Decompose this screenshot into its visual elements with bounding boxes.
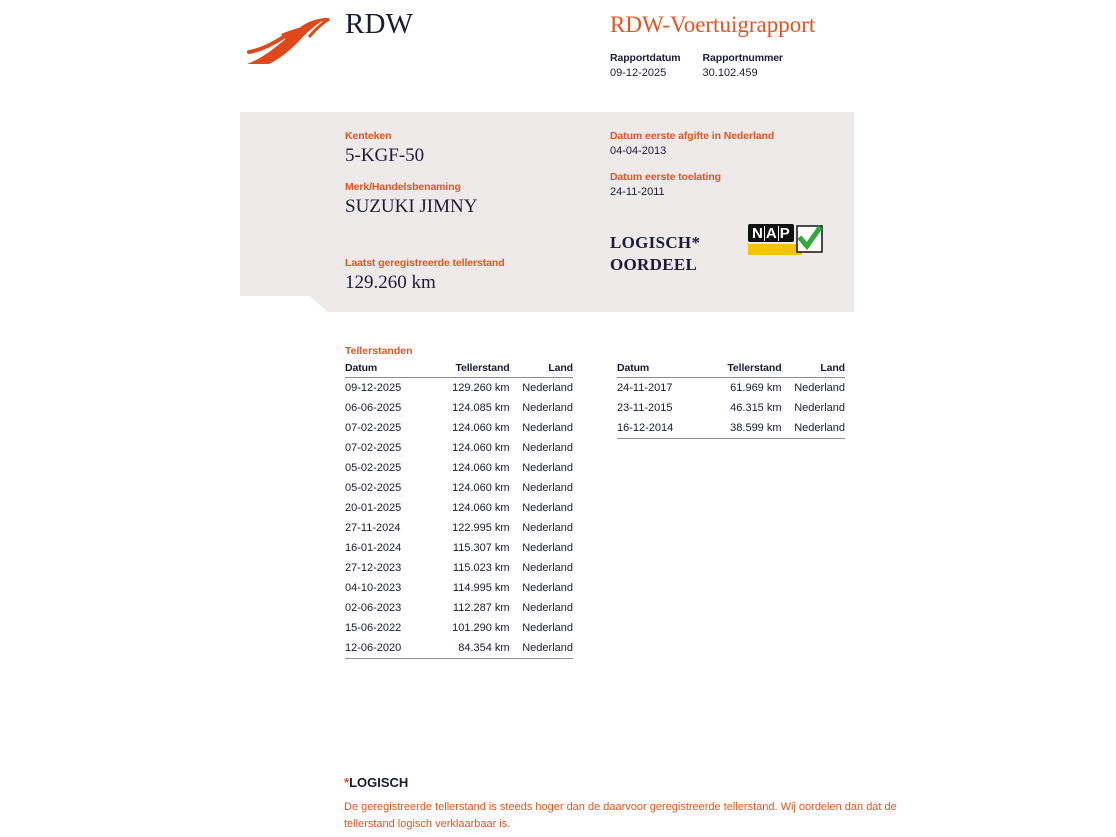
cell-datum: 12-06-2020 — [345, 638, 427, 659]
report-date-value: 09-12-2025 — [610, 67, 667, 79]
eerste-afgifte-block — [610, 130, 850, 157]
report-number-label: Rapportnummer — [702, 52, 783, 64]
cell-tellerstand: 122.995 km — [452, 522, 510, 534]
cell-tellerstand: 114.995 km — [452, 582, 510, 594]
merk-block — [345, 181, 595, 218]
table-row — [617, 378, 845, 399]
brand-title: RDW — [345, 8, 414, 40]
table-row — [345, 498, 573, 518]
cell-land: Nederland — [794, 402, 845, 414]
table-row — [617, 398, 845, 418]
verdict-line-1: LOGISCH* — [610, 233, 701, 252]
cell-tellerstand: 112.287 km — [452, 602, 510, 614]
cell-tellerstand: 101.290 km — [452, 622, 510, 634]
cell-tellerstand: 115.307 km — [452, 542, 510, 554]
nap-letter-n: N — [752, 225, 763, 242]
vehicle-summary-panel — [240, 112, 854, 312]
table-row — [345, 418, 573, 438]
table-row — [345, 538, 573, 558]
table-row — [345, 518, 573, 538]
summary-left-column — [345, 130, 595, 218]
table-row — [345, 478, 573, 498]
column-header-tellerstand: Tellerstand — [427, 362, 513, 378]
column-header-datum: Datum — [617, 362, 699, 378]
eerste-toelating-value: 24-11-2011 — [610, 186, 665, 198]
cell-datum: 20-01-2025 — [345, 502, 402, 514]
cell-tellerstand: 124.060 km — [452, 462, 510, 474]
cell-tellerstand: 124.060 km — [452, 442, 510, 454]
report-number-value: 30.102.459 — [702, 67, 758, 79]
table-header-row — [617, 362, 845, 378]
summary-right-column — [610, 130, 850, 198]
table-row — [345, 558, 573, 578]
cell-datum: 09-12-2025 — [345, 382, 402, 394]
cell-tellerstand: 61.969 km — [730, 382, 782, 394]
report-meta — [610, 52, 805, 79]
column-header-land: Land — [514, 362, 573, 378]
cell-land: Nederland — [522, 482, 573, 494]
cell-datum: 05-02-2025 — [345, 482, 402, 494]
verdict-text — [610, 232, 700, 276]
cell-datum: 07-02-2025 — [345, 442, 402, 454]
cell-datum: 24-11-2017 — [617, 382, 673, 394]
cell-tellerstand: 124.060 km — [452, 502, 510, 514]
table-body-right — [617, 378, 845, 439]
table-row — [345, 638, 573, 659]
eerste-toelating-label: Datum eerste toelating — [610, 171, 721, 183]
report-number-block — [703, 52, 783, 79]
cell-datum: 04-10-2023 — [345, 582, 402, 594]
panel-notch — [240, 296, 310, 316]
cell-land: Nederland — [522, 622, 573, 634]
table-row — [345, 438, 573, 458]
nap-letter-p: P — [779, 225, 790, 242]
laatste-tellerstand-label: Laatst geregistreerde tellerstand — [345, 257, 505, 269]
nap-letters — [748, 224, 794, 242]
table-row — [345, 578, 573, 598]
column-header-tellerstand: Tellerstand — [699, 362, 785, 378]
cell-datum: 05-02-2025 — [345, 462, 402, 474]
table-row — [345, 378, 573, 399]
tellerstanden-table-left — [345, 362, 573, 659]
cell-land: Nederland — [514, 638, 573, 659]
table-row — [617, 418, 845, 439]
rdw-logo-icon — [245, 18, 335, 68]
cell-tellerstand: 124.085 km — [452, 402, 510, 414]
kenteken-value: 5-KGF-50 — [345, 145, 425, 166]
column-header-land: Land — [786, 362, 845, 378]
eerste-afgifte-label: Datum eerste afgifte in Nederland — [610, 130, 775, 142]
footnote-star: * — [344, 775, 350, 790]
cell-tellerstand: 124.060 km — [452, 422, 510, 434]
kenteken-block — [345, 130, 595, 167]
laatste-tellerstand-block — [345, 257, 505, 294]
cell-tellerstand: 124.060 km — [452, 482, 510, 494]
report-header — [240, 0, 860, 100]
cell-land: Nederland — [522, 502, 573, 514]
column-header-datum: Datum — [345, 362, 427, 378]
cell-datum: 27-11-2024 — [345, 522, 401, 534]
cell-land: Nederland — [522, 382, 573, 394]
table-row — [345, 398, 573, 418]
cell-datum: 27-12-2023 — [345, 562, 402, 574]
cell-datum: 02-06-2023 — [345, 602, 402, 614]
cell-land: Nederland — [522, 542, 573, 554]
footnote-title-text: LOGISCH — [349, 775, 409, 790]
cell-datum: 16-12-2014 — [617, 418, 699, 439]
report-date-label: Rapportdatum — [610, 52, 681, 64]
cell-land: Nederland — [786, 418, 845, 439]
checkmark-icon — [796, 224, 824, 254]
table-body-left — [345, 378, 573, 659]
cell-land: Nederland — [522, 582, 573, 594]
merk-label: Merk/Handelsbenaming — [345, 181, 461, 193]
nap-badge-icon — [748, 224, 826, 256]
eerste-toelating-block — [610, 171, 850, 198]
cell-land: Nederland — [522, 402, 573, 414]
cell-tellerstand: 115.023 km — [452, 562, 510, 574]
panel-notch-triangle — [310, 296, 332, 316]
report-title: RDW-Voertuigrapport — [610, 12, 816, 37]
cell-land: Nederland — [522, 562, 573, 574]
cell-datum: 16-01-2024 — [345, 542, 402, 554]
cell-land: Nederland — [522, 602, 573, 614]
nap-yellow-bar — [748, 244, 802, 255]
nap-letter-a: A — [765, 225, 777, 242]
tellerstanden-title: Tellerstanden — [345, 345, 413, 357]
table-row — [345, 458, 573, 478]
cell-land: Nederland — [522, 522, 573, 534]
cell-tellerstand: 84.354 km — [427, 638, 513, 659]
eerste-afgifte-value: 04-04-2013 — [610, 145, 667, 157]
cell-tellerstand: 38.599 km — [699, 418, 785, 439]
footnote — [344, 775, 904, 833]
cell-land: Nederland — [522, 442, 573, 454]
footnote-title — [344, 775, 904, 790]
tellerstanden-table-right — [617, 362, 845, 439]
cell-datum: 06-06-2025 — [345, 402, 402, 414]
merk-value: SUZUKI JIMNY — [345, 196, 478, 217]
cell-datum: 15-06-2022 — [345, 622, 402, 634]
kenteken-label: Kenteken — [345, 130, 392, 142]
table-header-row — [345, 362, 573, 378]
table-row — [345, 618, 573, 638]
laatste-tellerstand-value: 129.260 km — [345, 272, 436, 293]
cell-land: Nederland — [522, 422, 573, 434]
table-row — [345, 598, 573, 618]
report-date-block — [610, 52, 681, 79]
cell-datum: 23-11-2015 — [617, 402, 673, 414]
footnote-text: De geregistreerde tellerstand is steeds hoger dan de daarvoor geregistreerde tellerstand. Wij oordelen dan dat de tellerstand logisch verklaarbaar is. — [344, 801, 897, 830]
cell-land: Nederland — [522, 462, 573, 474]
cell-tellerstand: 46.315 km — [730, 402, 782, 414]
verdict-line-2: OORDEEL — [610, 255, 698, 274]
cell-land: Nederland — [794, 382, 845, 394]
cell-tellerstand: 129.260 km — [452, 382, 510, 394]
cell-datum: 07-02-2025 — [345, 422, 402, 434]
